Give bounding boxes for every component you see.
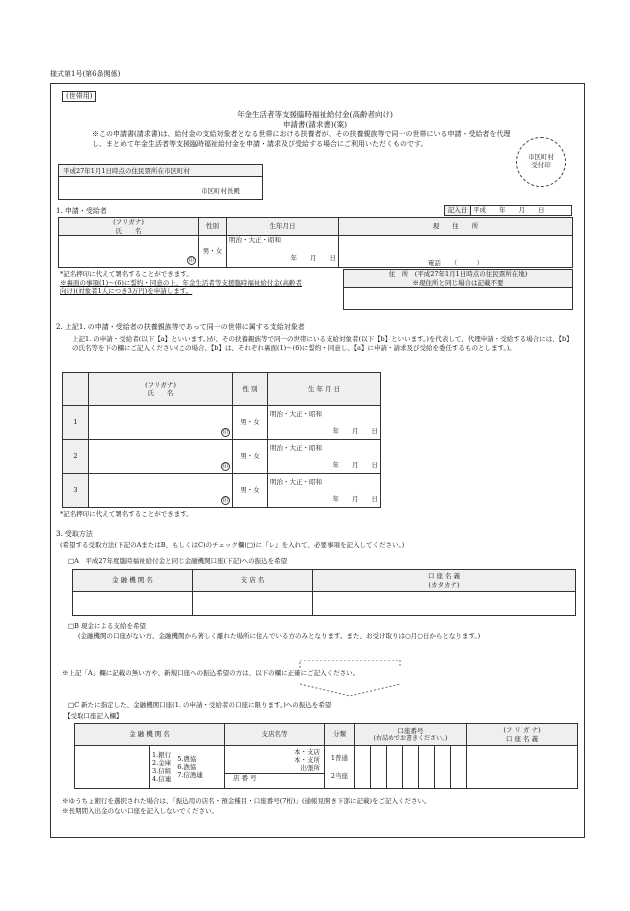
sign-note: *記名押印に代えて署名することができます。 [60, 270, 193, 278]
applicant-address[interactable] [339, 236, 573, 268]
bank-type-6: 6.漁協 [177, 762, 197, 771]
applicant-gender[interactable]: 男・女 [199, 236, 227, 268]
bank-type-5: 5.農協 [177, 754, 197, 763]
dependent-dob[interactable] [268, 440, 381, 474]
option-b-checkbox[interactable]: □B 現金による支給を希望 [68, 622, 146, 630]
dependent-name-field[interactable] [89, 440, 233, 474]
dependent-gender[interactable]: 男・女 [233, 440, 268, 474]
yucho-note: ※ゆうちょ銀行を選択された場合は、「振込用の店名・預金種目・口座番号(7桁)」(通帳見開き下部に記載)をご記入ください。 [62, 797, 431, 805]
c-account-type-options[interactable] [325, 746, 355, 789]
residence-header [344, 270, 573, 288]
era-options: 明治・大正・昭和 [270, 410, 322, 419]
account-table [74, 723, 578, 789]
section2-body: 上記1. の申請・受給者(以下【a】といいます。)が、その扶養親族等で同一の世帯にいる支給対象者(以下【b】といいます。)を代表して、代理申請・受給する場合には、【b】の氏名等を下の欄にご記入ください(この場合、【b】は、それぞれ裏面(1)～(6)に誓約・同意し、【a】に申請・請求及び受給を委任するものとします。)。 [72, 335, 570, 353]
dependent-dob[interactable] [268, 474, 381, 508]
dormant-note: ※長期間入出金のない口座を記入しないでください。 [62, 807, 218, 815]
dependent-dob[interactable] [268, 406, 381, 440]
dependent-name-field[interactable] [89, 406, 233, 440]
address-header: 現 住 所 [339, 218, 573, 236]
seal-mark: 印 [222, 498, 229, 504]
furigana-label: (フリガナ) [113, 218, 144, 227]
ymd-label: 年 月 日 [332, 494, 378, 503]
bank-type-3: 3.信組 [152, 767, 172, 775]
dependent-furigana: (フリガナ) [145, 380, 176, 389]
section3-title: 3. 受取方法 [56, 530, 93, 538]
dependent-dob-header: 生 年 月 日 [268, 373, 381, 406]
applicant-dob[interactable] [227, 236, 339, 268]
a-holder-kana-label: (カタカナ) [428, 580, 460, 589]
household-tag: (世帯用) [62, 91, 96, 102]
bank-type-2: 2.金庫 [152, 758, 172, 767]
acct-type-1: 1普通 [330, 753, 349, 762]
a-branch-header: 支 店 名 [193, 570, 313, 592]
municipality-heading: 平成27年1月1日時点の住民票所在市区町村 [59, 165, 262, 177]
row-number: 3 [63, 474, 89, 508]
name-label: 氏 名 [115, 226, 142, 235]
seal-mark: 印 [222, 464, 229, 470]
residence-table [343, 269, 573, 310]
entry-date-table [444, 205, 572, 216]
entry-date-field[interactable]: 平成 年 月 日 [471, 206, 572, 216]
option-c-checkbox[interactable]: □C 新たに指定した、金融機関口座(1. の申請・受給者の口座に限ります。)への振込を希望 [68, 701, 332, 709]
section2-note: *記名押印に代えて署名することができます。 [60, 510, 193, 518]
bank-type-4: 4.信連 [152, 775, 172, 784]
mayor-label: 市区町村長殿 [201, 186, 240, 195]
gender-header: 性別 [199, 218, 227, 236]
arrow-callout [280, 660, 420, 698]
seal-mark: 印 [222, 430, 229, 436]
c-holder-label: 口 座 名 義 [505, 734, 539, 743]
applicant-table [58, 217, 573, 268]
stamp-line2: 受付印 [531, 161, 551, 170]
form-subtitle: 申請書(請求書)(案) [282, 120, 348, 129]
c-branch-field[interactable] [225, 746, 325, 789]
a-branch-field[interactable] [193, 592, 313, 616]
account-section-label: 【受取口座記入欄】 [64, 712, 123, 720]
a-holder-field[interactable] [313, 592, 576, 616]
section2-title: 2. 上記1. の申請・受給者の扶養親族等であって同一の世帯に属する支給対象者 [56, 323, 305, 331]
section1-title: 1. 申請・受給者 [56, 207, 107, 215]
dependent-gender-header: 性 別 [233, 373, 268, 406]
option-b-note: (金融機関の口座がない方、金融機関から著しく離れた場所に住んでいる方のみとなります。また、お受け取りは○月○日からとなります。) [78, 632, 481, 640]
c-number-header [355, 724, 467, 746]
row-number: 2 [63, 440, 89, 474]
consent-note: ※裏面の事項(1)～(6)に誓約・同意の上、年金生活者等支援臨時福祉給付金(高齢者向け)(対象者1人につき3万円)を申請します。 [60, 279, 302, 296]
branch-type-3: 出張所 [300, 764, 320, 773]
new-account-note: ※上記「A」欄に記載の無い方や、新規口座への振込希望の方は、以下の欄に正確にご記入ください。 [62, 669, 360, 677]
dependents-table [62, 372, 381, 508]
municipality-box [58, 164, 263, 200]
branch-type-1: 本・支店 [294, 748, 320, 756]
ymd-label: 年 月 日 [290, 254, 336, 263]
dependent-name-field[interactable] [89, 474, 233, 508]
bank-type-1: 1.銀行 [152, 750, 172, 759]
dependent-name-header [89, 373, 233, 406]
ymd-label: 年 月 日 [332, 460, 378, 469]
option-a-checkbox[interactable]: □A 平成27年度臨時福祉給付金と同じ金融機関口座(下記)への振込を希望 [68, 557, 288, 565]
c-bank-header: 金 融 機 関 名 [75, 724, 225, 746]
c-type-header: 分類 [325, 724, 355, 746]
applicant-name-field[interactable] [59, 236, 199, 268]
dependent-gender[interactable]: 男・女 [233, 406, 268, 440]
c-holder-kana-label: (フ リ ガ ナ) [503, 726, 541, 735]
era-options: 明治・大正・昭和 [270, 478, 322, 487]
dob-header: 生年月日 [227, 218, 339, 236]
c-bank-name-field[interactable] [75, 746, 150, 789]
ymd-label: 年 月 日 [332, 426, 378, 435]
residence-header-label: 住 所 (平成27年1月1日時点の住民票所在地) [388, 270, 528, 279]
a-holder-label: 口 座 名 義 [427, 572, 461, 581]
a-bank-header: 金 融 機 関 名 [73, 570, 193, 592]
a-bank-field[interactable] [73, 592, 193, 616]
entry-date-label: 記入日 [445, 206, 471, 216]
seal-mark: 印 [188, 258, 195, 264]
row-number: 1 [63, 406, 89, 440]
residence-field[interactable] [344, 288, 573, 310]
dependent-name-label: 氏 名 [147, 389, 174, 397]
option-a-table [72, 569, 576, 616]
c-number-label: 口座番号 [397, 726, 424, 735]
form-number: 様式第1号(第6条関係) [50, 70, 121, 78]
acct-type-2: 2当座 [330, 772, 349, 780]
c-bank-type-options[interactable] [150, 746, 225, 789]
a-holder-header [313, 570, 576, 592]
form-title: 年金生活者等支援臨時福祉給付金(高齢者向け) [237, 110, 393, 119]
era-options: 明治・大正・昭和 [270, 444, 322, 453]
c-holder-header [467, 724, 578, 746]
c-number-sub: (右詰めでお書きください。) [373, 734, 448, 742]
c-holder-field[interactable] [467, 746, 578, 789]
dependent-gender[interactable]: 男・女 [233, 474, 268, 508]
residence-sub-label: ※現住所と同じ場合は記載不要 [412, 278, 504, 287]
reception-stamp [516, 137, 566, 187]
stamp-line1: 市区町村 [528, 153, 554, 161]
phone-label: 電話 （ ） [427, 258, 484, 267]
form-note: ※この申請書(請求書)は、給付金の支給対象者となる世帯における扶養者が、その扶養親族等で同一の世帯にいる申請・受給者を代理し、まとめて年金生活者等支援臨時福祉給付金を申請・請求及び受給する場合にご利用いただくものです。 [92, 130, 511, 148]
branch-number-label: 店 番 号 [225, 773, 324, 782]
dependents-corner [63, 373, 89, 406]
branch-type-2: 本・支所 [294, 756, 320, 765]
c-number-field[interactable] [355, 746, 467, 789]
era-options: 明治・大正・昭和 [229, 236, 281, 244]
c-branch-header: 支店名等 [225, 724, 325, 746]
bank-type-7: 7.信漁連 [177, 771, 203, 779]
applicant-name-header [59, 218, 199, 236]
section3-instruction: (希望する受取方法(下記のAまたはB、もしくはC)のチェック欄(□)に『レ』を入れて、必要事項を記入してください。) [60, 541, 405, 549]
